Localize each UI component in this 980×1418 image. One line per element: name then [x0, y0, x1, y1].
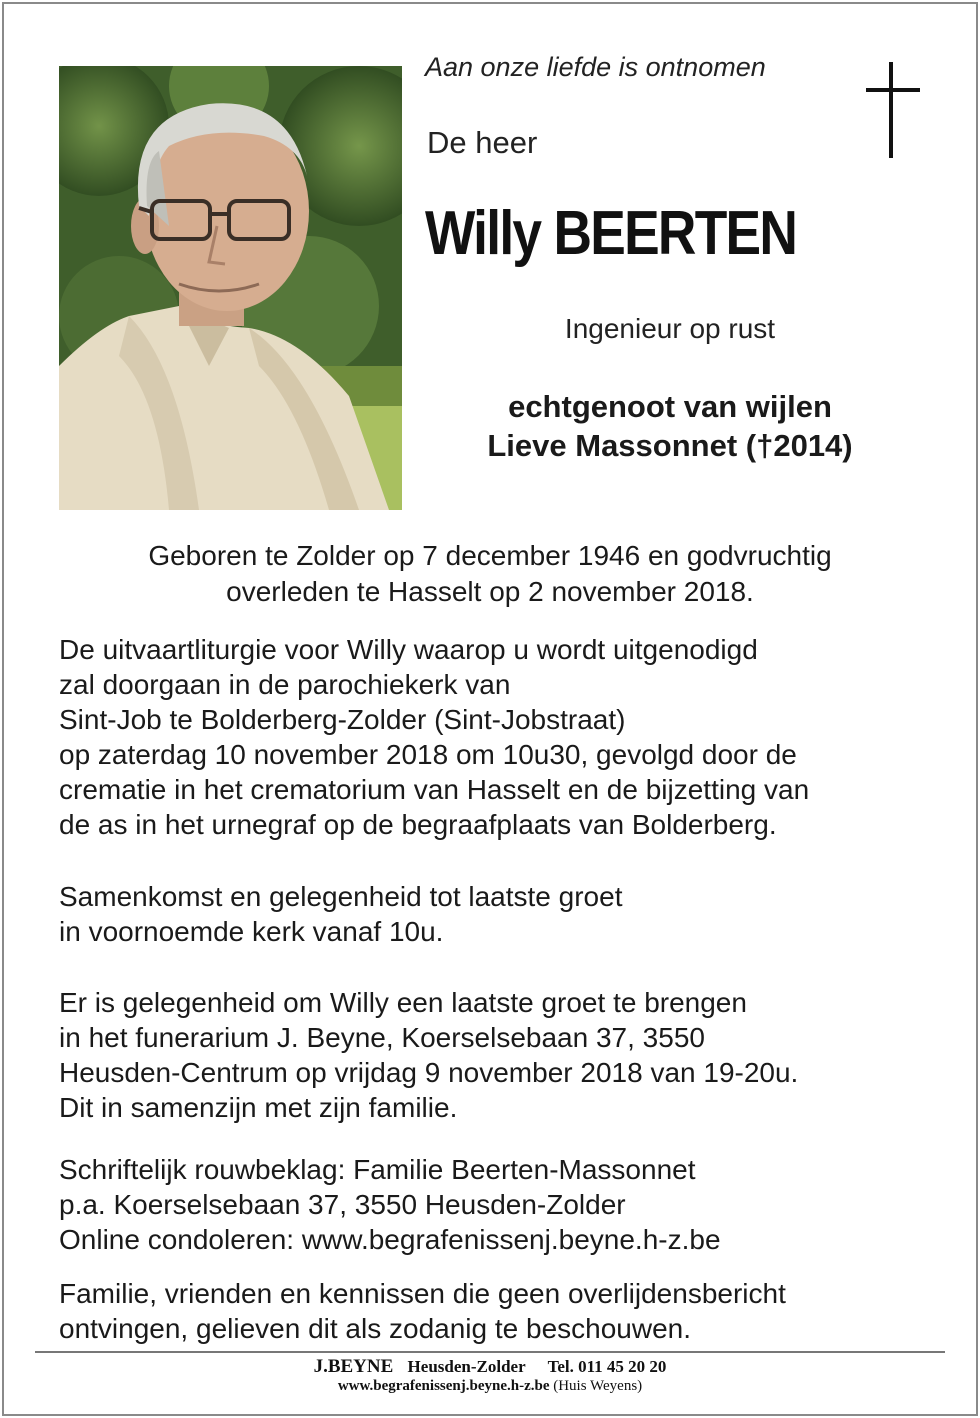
gathering-line: in voornoemde kerk vanaf 10u.: [59, 916, 444, 947]
funeral-line: de as in het urnegraf op de begraafplaats van Bolderberg.: [59, 809, 777, 840]
portrait-photo: [59, 66, 402, 510]
deceased-name: Willy BEERTEN: [425, 199, 797, 268]
condolence-website[interactable]: Online condoleren: www.begrafenissenj.beyne.h-z.be: [59, 1224, 721, 1255]
born-line: Geboren te Zolder op 7 december 1946 en godvruchtig: [148, 540, 832, 571]
spouse-line: echtgenoot van wijlen: [508, 389, 832, 424]
cross-icon: [862, 62, 922, 158]
birth-death-info: [60, 538, 920, 610]
undertaker-subtitle: (Huis Weyens): [553, 1378, 643, 1394]
closing-line: ontvingen, gelieven dit als zodanig te beschouwen.: [59, 1313, 691, 1344]
visit-line: Dit in samenzijn met zijn familie.: [59, 1092, 458, 1123]
intro-text: Aan onze liefde is ontnomen: [425, 52, 766, 82]
gathering-paragraph: [59, 879, 939, 949]
funeral-line: zal doorgaan in de parochiekerk van: [59, 669, 511, 700]
salutation: De heer: [427, 125, 538, 160]
funeral-line: Sint-Job te Bolderberg-Zolder (Sint-Jobstraat): [59, 704, 626, 735]
visit-line: in het funerarium J. Beyne, Koerselsebaan 37, 3550: [59, 1022, 705, 1053]
visit-line: Er is gelegenheid om Willy een laatste groet te brengen: [59, 987, 747, 1018]
portrait-illustration: [59, 66, 402, 510]
undertaker-footer: [0, 1357, 980, 1395]
condolence-paragraph: [59, 1152, 939, 1257]
funeral-line: crematie in het crematorium van Hasselt en de bijzetting van: [59, 774, 810, 805]
funeral-line: op zaterdag 10 november 2018 om 10u30, gevolgd door de: [59, 739, 797, 770]
funeral-paragraph: [59, 632, 939, 842]
gathering-line: Samenkomst en gelegenheid tot laatste groet: [59, 881, 623, 912]
visit-paragraph: [59, 985, 939, 1125]
condolence-line: p.a. Koerselsebaan 37, 3550 Heusden-Zolder: [59, 1189, 626, 1220]
closing-paragraph: [59, 1276, 939, 1346]
spouse-info: [410, 387, 930, 465]
undertaker-website[interactable]: www.begrafenissenj.beyne.h-z.be: [337, 1378, 550, 1394]
visit-line: Heusden-Centrum op vrijdag 9 november 2018 van 19-20u.: [59, 1057, 799, 1088]
closing-line: Familie, vrienden en kennissen die geen overlijdensbericht: [59, 1278, 786, 1309]
funeral-line: De uitvaartliturgie voor Willy waarop u wordt uitgenodigd: [59, 634, 758, 665]
born-line: overleden te Hasselt op 2 november 2018.: [226, 576, 754, 607]
profession: Ingenieur op rust: [564, 313, 776, 344]
undertaker-brand: J.BEYNE: [313, 1356, 394, 1377]
spouse-line: Lieve Massonnet (†2014): [487, 428, 853, 463]
undertaker-phone: Tel. 011 45 20 20: [547, 1357, 667, 1376]
undertaker-town: Heusden-Zolder: [407, 1357, 526, 1376]
footer-divider: [35, 1351, 945, 1353]
condolence-line: Schriftelijk rouwbeklag: Familie Beerten-Massonnet: [59, 1154, 696, 1185]
